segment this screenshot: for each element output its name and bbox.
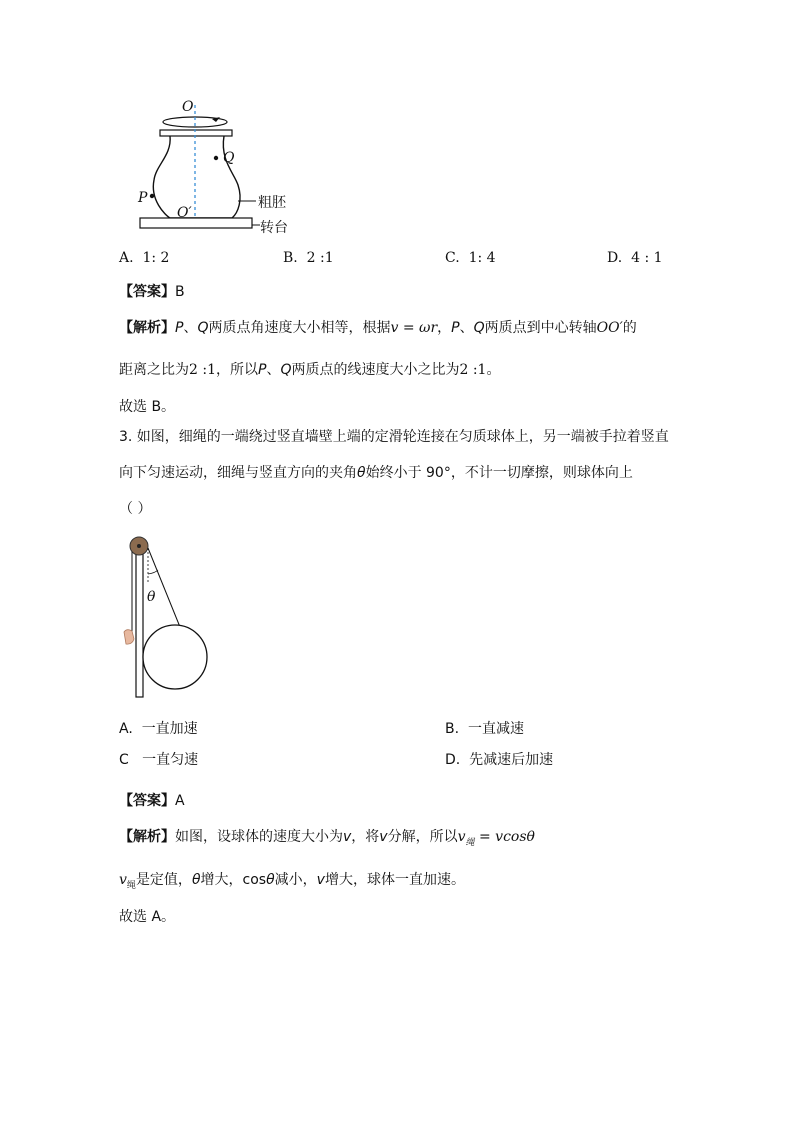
ratio: 2 :1 (459, 362, 487, 378)
option-letter: A. (119, 721, 133, 737)
subscript: 绳 (465, 837, 475, 848)
label-p: P (138, 190, 148, 206)
label-turntable: 转台 (260, 220, 288, 236)
var-q: Q (473, 320, 485, 336)
ratio: 2 :1 (189, 362, 216, 378)
text: 分解，所以 (387, 829, 458, 845)
pulley-figure (118, 532, 213, 702)
wall (136, 542, 143, 697)
q2-option-b[interactable] (283, 250, 334, 266)
q3-stem-line2 (119, 462, 633, 482)
formula (457, 829, 535, 848)
pottery-figure (120, 95, 310, 240)
q2-conclusion: 故选 B。 (119, 399, 176, 415)
q3-option-b[interactable] (445, 718, 524, 738)
option-text: 2 :1 (306, 250, 334, 266)
text: 两质点的线速度大小之比为 (291, 362, 460, 378)
var-q: Q (197, 320, 209, 336)
pot-rim (160, 130, 232, 136)
subscript: 绳 (126, 880, 136, 891)
answer-value: B (175, 284, 185, 300)
ball (143, 625, 207, 689)
formula-rhs: = vcosθ (474, 829, 535, 845)
option-letter: D. (607, 250, 623, 266)
separator: 、 (183, 320, 198, 336)
text: 两质点角速度大小相等，根据 (208, 320, 391, 336)
text: 距离之比为 (119, 362, 189, 378)
separator: 、 (266, 362, 281, 378)
text: 如图，设球体的速度大小为 (175, 829, 343, 845)
text: ，所以 (215, 362, 258, 378)
var-v: v (379, 829, 388, 845)
analysis-tag: 【解析】 (119, 320, 175, 336)
var-p: P (451, 320, 460, 336)
q3-analysis-line1 (119, 826, 535, 848)
label-pot: 粗胚 (258, 195, 286, 211)
axis-label: OO′ (596, 320, 623, 336)
option-text: 一直加速 (141, 721, 198, 737)
text: 。 (486, 362, 501, 378)
separator: ， (437, 320, 452, 336)
theta: θ (266, 872, 275, 888)
var-p: P (257, 362, 267, 378)
option-letter: B. (445, 721, 460, 737)
point-p (150, 194, 154, 198)
theta: θ (191, 872, 201, 888)
answer-tag: 【答案】 (119, 793, 175, 809)
pot-body (153, 136, 240, 218)
text: 是定值， (135, 872, 192, 888)
label-q: Q (223, 150, 235, 166)
q3-option-d[interactable] (445, 749, 553, 769)
text: 两质点到中心转轴 (484, 320, 597, 336)
point-q (214, 156, 218, 160)
q2-option-c[interactable] (445, 250, 496, 266)
option-letter: A. (119, 250, 134, 266)
analysis-tag: 【解析】 (119, 829, 175, 845)
var-v: v (119, 872, 127, 888)
text: 向下匀速运动，细绳与竖直方向的夹角 (119, 465, 357, 481)
hand (124, 630, 134, 644)
var-p: P (175, 320, 184, 336)
rope-to-ball (148, 548, 180, 627)
pulley-diagram (118, 532, 213, 702)
q2-analysis-line2 (119, 359, 500, 379)
text: ，将 (351, 829, 380, 845)
text: 的 (622, 320, 637, 336)
var-q: Q (280, 362, 292, 378)
q3-stem-line1: 3. 如图，细绳的一端绕过竖直墙壁上端的定滑轮连接在匀质球体上，另一端被手拉着竖直 (119, 429, 669, 445)
theta: θ (357, 465, 366, 481)
q3-answer-paren: （ ） (119, 501, 152, 517)
option-text: 1: 4 (468, 250, 496, 266)
var-v: v (457, 829, 466, 845)
label-o: O (182, 99, 194, 115)
option-letter: B. (283, 250, 298, 266)
q3-option-c[interactable] (119, 749, 198, 769)
q2-option-a[interactable] (119, 250, 169, 266)
q3-option-a[interactable] (119, 718, 198, 738)
text: 增大，cos (200, 872, 267, 888)
text: 增大，球体一直加速。 (324, 872, 465, 888)
option-text: 4 : 1 (631, 250, 663, 266)
pulley-axle (137, 544, 141, 548)
formula: v = ωr (390, 320, 438, 336)
option-letter: D. (445, 752, 461, 768)
q3-conclusion: 故选 A。 (119, 909, 176, 925)
text: 减小， (274, 872, 317, 888)
var-v: v (316, 872, 325, 888)
q3-answer (119, 790, 185, 810)
answer-tag: 【答案】 (119, 284, 175, 300)
q3-analysis-line2 (119, 869, 465, 891)
angle-arc (148, 570, 158, 574)
figure-theta: θ (147, 589, 156, 605)
option-letter: C (119, 752, 129, 768)
option-text: 一直减速 (467, 721, 524, 737)
q2-option-d[interactable] (607, 250, 663, 266)
turntable (140, 218, 252, 228)
separator: 、 (459, 320, 474, 336)
text: 始终小于 90°，不计一切摩擦，则球体向上 (365, 465, 633, 481)
label-o-prime: O′ (177, 205, 192, 221)
answer-value: A (175, 793, 185, 809)
option-letter: C. (445, 250, 460, 266)
var-v: v (343, 829, 352, 845)
option-text: 1: 2 (142, 250, 170, 266)
q2-answer (119, 281, 185, 301)
option-text: 先减速后加速 (469, 752, 554, 768)
option-text: 一直匀速 (142, 752, 199, 768)
q2-analysis-line1 (119, 317, 637, 337)
